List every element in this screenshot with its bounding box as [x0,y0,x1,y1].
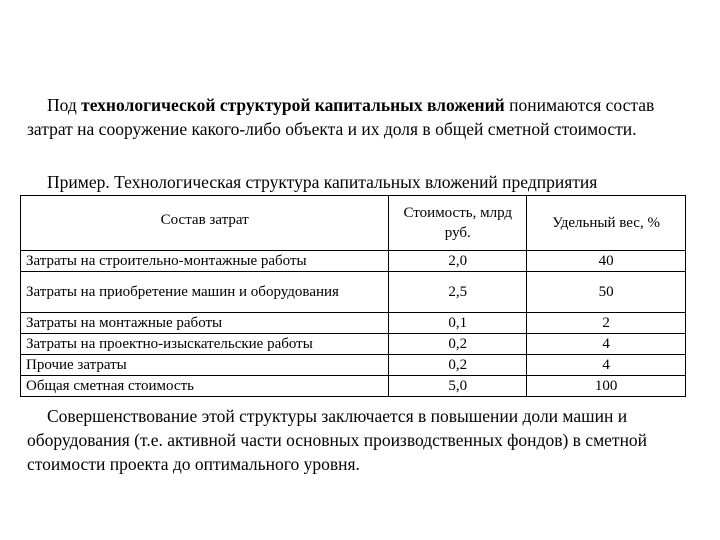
cost-structure-table [20,195,686,397]
row-label: Затраты на проектно-изыскательские работы [21,334,389,355]
row-label: Затраты на приобретение машин и оборудования [21,272,389,313]
row-label: Затраты на строительно-монтажные работы [21,251,389,272]
conclusion-text: Совершенствование этой структуры заключается в повышении доли машин и оборудования (т.е. активной части основных производственных фондов) в сметной стоимости проекта до оптимального уровня. [27,406,648,474]
intro-paragraph [27,93,693,141]
table-row [21,272,686,313]
table-header-row [21,196,686,251]
header-cost [389,196,527,251]
row-share: 50 [527,272,686,313]
row-share: 2 [527,313,686,334]
table-row [21,334,686,355]
intro-suffix: понимаются состав затрат на сооружение какого-либо объекта и их доля в общей сметной стоимости. [27,95,655,139]
row-label: Общая сметная стоимость [21,376,389,397]
header-composition: Состав затрат [21,196,389,251]
row-cost: 2,5 [389,272,527,313]
row-share: 100 [527,376,686,397]
row-cost: 0,1 [389,313,527,334]
table-row [21,355,686,376]
table-row [21,251,686,272]
intro-term: технологической структурой капитальных вложений [81,95,505,115]
example-title-text: Пример. Технологическая структура капитальных вложений предприятия [47,172,598,192]
example-title [27,170,693,194]
table-row [21,376,686,397]
header-cost-text: Стоимость, млрд руб. [403,205,513,241]
row-share: 40 [527,251,686,272]
row-label: Прочие затраты [21,355,389,376]
row-cost: 0,2 [389,334,527,355]
table-row [21,313,686,334]
header-share [527,196,686,251]
row-cost: 5,0 [389,376,527,397]
row-cost: 2,0 [389,251,527,272]
row-label: Затраты на монтажные работы [21,313,389,334]
header-share-text: Удельный вес, % [552,215,660,231]
row-share: 4 [527,355,686,376]
row-share: 4 [527,334,686,355]
intro-prefix: Под [47,95,82,115]
row-cost: 0,2 [389,355,527,376]
conclusion-paragraph [27,404,693,476]
